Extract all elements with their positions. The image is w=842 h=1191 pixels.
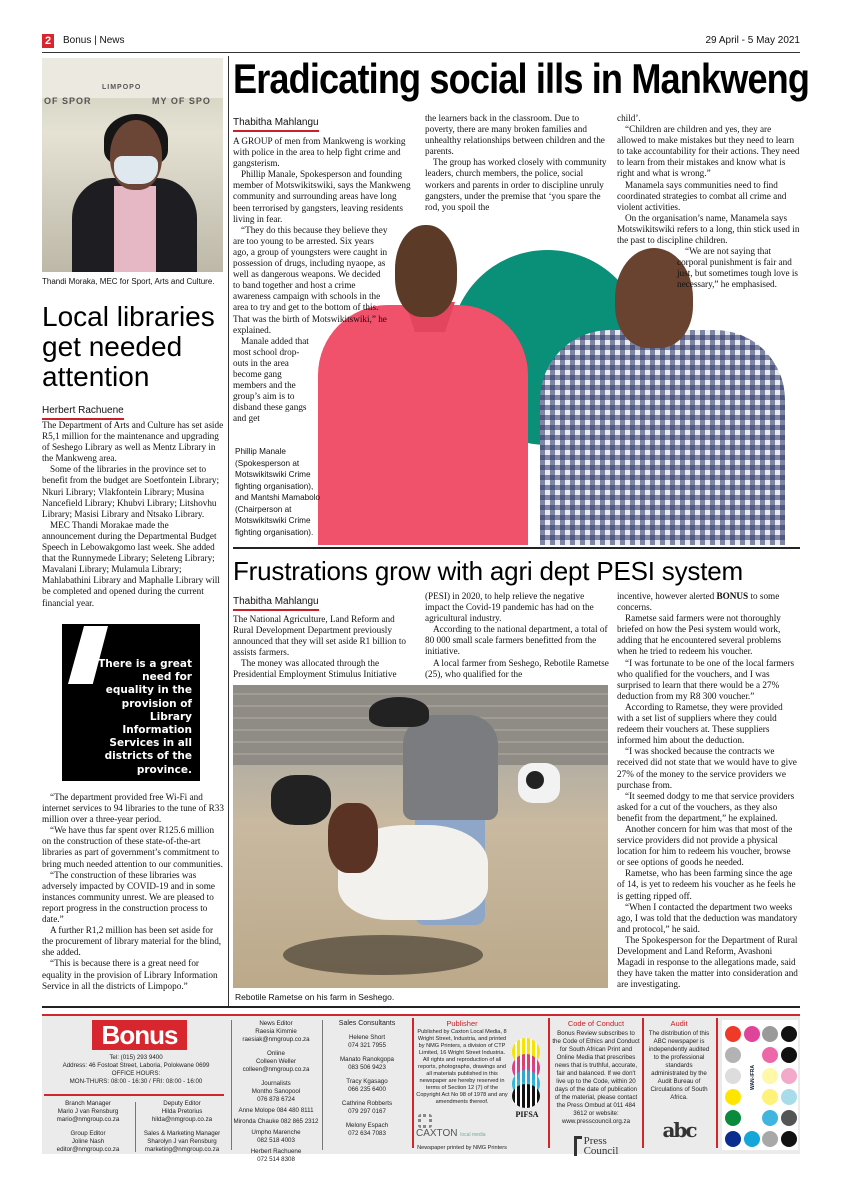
sales-name: Helene Short [348, 1034, 386, 1041]
audit-block [646, 1020, 712, 1140]
color-swatch [781, 1068, 797, 1084]
color-swatch [744, 1131, 760, 1147]
sales-phone: 066 235 6400 [348, 1086, 386, 1093]
paragraph: The Department of Arts and Culture has set aside R5,1 million for the maintenance and upgrading of Seshego Library as well as Mentz Library in the Mankweng area. [42, 420, 224, 464]
sales-name: Melony Espach [345, 1122, 389, 1129]
photo-goat-head [328, 803, 378, 873]
sales-phone: 083 506 9423 [348, 1064, 386, 1071]
face-mask [114, 156, 158, 184]
paragraph: “This is because there is a great need for equality in the provision of Library Information Service in all the districts of Limpopo.” [42, 958, 218, 991]
audit-title: Audit [670, 1019, 688, 1028]
lead-text: incentive, however alerted [617, 591, 717, 601]
footer-red-divider [412, 1018, 414, 1148]
libraries-byline-wrap [42, 400, 124, 420]
footer-red-divider [716, 1018, 718, 1148]
paragraph: A GROUP of men from Mankweng is working with police in the area to help fight crime and gangsterism. [233, 136, 406, 169]
mankweng-col1 [233, 136, 416, 424]
sales-phone: 079 297 0167 [348, 1108, 386, 1115]
pesi-col2 [425, 591, 610, 680]
office-hours-label: OFFICE HOURS: [111, 1070, 161, 1077]
staff-name: Sharolyn J van Rensburg [147, 1138, 217, 1145]
paragraph: According to the national department, a total of 80 000 small scale farmers benefitted from the initiative. [425, 624, 608, 657]
staff-left [42, 1100, 134, 1154]
code-of-conduct [552, 1020, 640, 1156]
staff-phone: 076 878 6724 [257, 1096, 295, 1103]
paragraph: Manale added that most school drop-outs in the area become gang members and the group’s aim is to disband these gangs and get [233, 335, 309, 424]
journalist: Umpho Marenche [251, 1129, 301, 1136]
publisher-title: Publisher [446, 1019, 478, 1028]
journalist: Mironda Chauke 082 865 2312 [233, 1118, 319, 1125]
mankweng-col3 [617, 113, 800, 291]
office-hours: MON-THURS: 08:00 - 16:30 / FRI: 08:00 - 16:00 [69, 1078, 203, 1085]
paragraph: Manamela says communities need to find coordinated strategies to combat all crime and violent activities. [617, 179, 787, 212]
staff-email[interactable]: mario@nmgroup.co.za [56, 1116, 120, 1123]
staff-email[interactable]: editor@nmgroup.co.za [56, 1146, 120, 1153]
color-swatch [725, 1047, 741, 1063]
pesi-headline: Frustrations grow with agri dept PESI system [233, 556, 743, 586]
staff-email[interactable]: colleen@nmgroup.co.za [242, 1066, 310, 1073]
photo-banner [42, 58, 223, 106]
pifsa-text: PIFSA [515, 1110, 539, 1119]
paragraph: “It seemed dodgy to me that service providers asked for a cut of the vouchers, as they also benefit from the department,” he explained. [617, 790, 795, 823]
staff-role: News Editor [259, 1020, 293, 1027]
staff-name: Mario J van Rensburg [57, 1108, 119, 1115]
paragraph: Rametse said farmers were not thoroughly briefed on how the Pesi system would work, adding that he encountered several problems when he tried to redeem his voucher. [617, 613, 782, 657]
color-swatch [744, 1089, 760, 1105]
footer-red-divider [548, 1018, 550, 1148]
caxton-logo [416, 1114, 508, 1128]
color-swatch [781, 1089, 797, 1105]
section-label: Bonus | News [63, 35, 125, 46]
photo-spotted-goat [518, 763, 560, 803]
paragraph: child’. [617, 113, 641, 123]
paragraph: Phillip Manale, Spokesperson and founding member of Motswikitswiki, says the Mankweng community and surrounding areas have long been terrorised by gangsters, leaving residents living in fear. [233, 169, 411, 224]
pesi-byline-wrap [233, 591, 319, 611]
staff-name: Raesia Kimmie [255, 1028, 297, 1035]
paragraph: (PESI) in 2020, to help relieve the negative impact the Covid-19 pandemic has had on the agricultural industry. [425, 591, 594, 624]
abc-logo: abc [662, 1118, 696, 1142]
press-council-text-2: Council [583, 1145, 619, 1157]
address: Address: 46 Fostoat Street, Laboria, Polokwane 0699 [62, 1062, 210, 1069]
staff-email[interactable]: raesiak@nmgroup.co.za [242, 1036, 310, 1043]
telephone: Tel: (015) 293 9400 [109, 1054, 163, 1061]
publisher-text: Published by Caxton Local Media, 8 Wright Street, Industria, and printed by NMG Printers, a division of CTP Limited, 16 Wright Street Industria. All rights and reproduction of all reports, photographs, drawings and all materials published in this newspaper are hereby reserved in terms of Section 12 (7) of the Copyright Act No 98 of 1978 and any amendments thereof. [416, 1029, 508, 1105]
mankweng-headline: Eradicating social ills in Mankweng [233, 55, 810, 102]
mec-photo [42, 58, 223, 272]
color-swatch [762, 1131, 778, 1147]
caxton-icon [418, 1114, 432, 1128]
paragraph: “The department provided free Wi-Fi and internet services to 94 libraries to the tune of R33 million over a three-year period. [42, 792, 224, 825]
color-swatch [781, 1026, 797, 1042]
sales-name: Cathrine Robberts [341, 1100, 393, 1107]
color-swatch [725, 1089, 741, 1105]
audit-text: The distribution of this ABC newspaper is independently audited to the professional standards administrated by the Audit Bureau of Circulations of South Africa. [648, 1030, 710, 1101]
pullquote-box [62, 624, 200, 781]
sales-phone: 074 321 7955 [348, 1042, 386, 1049]
staff-name: Hilda Pretorius [161, 1108, 203, 1115]
color-swatch [744, 1047, 760, 1063]
color-swatch [744, 1026, 760, 1042]
staff-mid [136, 1100, 228, 1154]
paragraph: “The construction of these libraries was adversely impacted by COVID-19 and in some instances community unrest. We are pleased to report progress in the construction process to date.” [42, 869, 215, 925]
paragraph: The National Agriculture, Land Reform and Rural Development Department previously announced that they will set aside R1 billion to assists farmers. [233, 614, 407, 658]
caxton-name: CAXTON [416, 1128, 458, 1139]
color-swatch [725, 1068, 741, 1084]
pesi-byline: Thabitha Mahlangu [233, 596, 319, 611]
printed-by: Newspaper printed by NMG Printers [417, 1145, 507, 1151]
libraries-body-top [42, 420, 224, 609]
color-calibration-swatches [722, 1020, 798, 1150]
banner-text-right: MY OF SPO [152, 96, 211, 106]
pesi-col1 [233, 614, 416, 681]
masthead-footer [42, 1014, 800, 1163]
paragraph: Rametse, who has been farming since the age of 14, is yet to redeem his voucher as he feels he is getting ripped off. [617, 868, 796, 901]
mec-photo-caption: Thandi Moraka, MEC for Sport, Arts and Culture. [42, 277, 215, 286]
staff-role: Deputy Editor [163, 1100, 201, 1107]
sales-consultants [323, 1020, 411, 1138]
color-swatch [762, 1068, 778, 1084]
code-text: Bonus Review subscribes to the Code of Ethics and Conduct for South African Print and Online Media that prescribes news that is truthful, accurate, fair and balanced. If we don't live up to the Code, within 20 days of the date of publication of the material, please contact the Press Ombud at 011 484 3612 or website: www.presscouncil.org.za [552, 1030, 640, 1125]
paragraph: The money was allocated through the Presidential Employment Stimulus Initiative [233, 658, 397, 680]
banner-text-left: OF SPOR [44, 96, 92, 106]
libraries-body-bottom [42, 792, 224, 992]
farm-photo-caption: Rebotile Rametse on his farm in Seshego. [235, 992, 395, 1002]
person-blouse [114, 186, 156, 272]
team-photo-caption: Phillip Manale (Spokesperson at Motswikitswiki Crime fighting organisation), and Mantshi Mamabolo (Chairperson at Motswikitswiki Crime fighting organisation). [235, 447, 321, 537]
staff-role: Sales & Marketing Manager [143, 1130, 221, 1137]
paragraph: On the organisation’s name, Manamela says Motswikitswiki refers to a long, thin stick used in the past to discipline children. [617, 212, 800, 246]
banner-text-top: LIMPOPO [102, 84, 142, 91]
journalist-phone: 082 518 4003 [257, 1137, 295, 1144]
mankweng-byline: Thabitha Mahlangu [233, 117, 319, 132]
paragraph: “We are not saying that corporal punishment is fair and just, but sometimes tough love is necessary,” he emphasised. [677, 246, 798, 290]
pesi-col3 [617, 591, 800, 990]
staff-name: Montho Sanopool [251, 1088, 301, 1095]
paragraph: MEC Thandi Morakae made the announcement during the Departmental Budget Speech in Lebowakgomo last week. She added that the Runnymede Library; Seleteng Library; Mavalani Library; Mulamula Library; Mahlabathini Library and Maphalle Library will be completed and opened during the current financial year. [42, 519, 220, 608]
header-divider [42, 52, 800, 53]
code-title: Code of Conduct [567, 1019, 625, 1028]
paragraph: “I was fortunate to be one of the local farmers who qualified for the vouchers, and I was surprised to learn that there would be a 27% deduction from my R8 300 voucher.” [617, 657, 795, 701]
staff-email[interactable]: hilda@nmgroup.co.za [151, 1116, 213, 1123]
mankweng-byline-wrap [233, 112, 319, 132]
color-swatch [781, 1047, 797, 1063]
staff-role: Online [267, 1050, 285, 1057]
color-swatch [762, 1089, 778, 1105]
color-swatch [781, 1110, 797, 1126]
sales-name: Manato Ranokgopa [339, 1056, 394, 1063]
footer-red-divider [642, 1018, 644, 1148]
mankweng-col2 [425, 113, 610, 213]
caxton-wordmark [416, 1128, 508, 1141]
sales-title: Sales Consultants [338, 1020, 396, 1027]
publisher-block [416, 1020, 508, 1152]
color-swatch [762, 1026, 778, 1042]
paragraph: “They do this because they believe they are too young to be arrested. Six years ago, a group of youngsters were caught in possession of drugs, including nyaope, as well as dangerous weapons. We decided to band together and host a crime awareness campaign with schools in the area to try and get to the bottom of this. That was the birth of Motswikitswiki,” he explained. [233, 224, 388, 335]
color-swatch [725, 1026, 741, 1042]
pifsa-logo [510, 1038, 544, 1119]
color-swatch [725, 1110, 741, 1126]
article-divider [233, 547, 800, 549]
paragraph: The group has worked closely with community leaders, church members, the police, social workers and parents in order to discipline unruly gangsters, under the premise that ‘you spare the rod, you spoil the [425, 157, 607, 212]
footer-red-divider [44, 1094, 224, 1096]
issue-date: 29 April - 5 May 2021 [705, 35, 800, 46]
paragraph: According to Rametse, they were provided with a set list of suppliers where they could redeem their vouchers at. These suppliers informed him about the deduction. [617, 701, 783, 746]
journalist: Anne Molope 084 480 8111 [238, 1107, 314, 1114]
libraries-headline: Local libraries get needed attention [42, 301, 215, 392]
press-council-logo [552, 1136, 640, 1156]
paragraph: “Children are children and yes, they are allowed to make mistakes but they need to learn to take accountability for their actions. They need to learn from their mistakes and know what is right and what is wrong.” [617, 124, 800, 179]
farm-photo [233, 685, 608, 988]
photo-farmer-shirt [403, 715, 498, 820]
press-council-text-1: Press [583, 1135, 607, 1147]
color-swatch [781, 1131, 797, 1147]
swatch-label: WAN-IFRA [750, 1065, 756, 1090]
staff-role: Journalists [261, 1080, 291, 1087]
staff-news [232, 1020, 320, 1164]
contact-block [42, 1054, 230, 1086]
color-swatch [744, 1110, 760, 1126]
paragraph [617, 591, 800, 613]
journalist: Herbert Rachuene [250, 1148, 302, 1155]
staff-role: Group Editor [70, 1130, 106, 1137]
color-swatch [762, 1047, 778, 1063]
photo-shadow [283, 935, 483, 975]
paragraph: A further R1,2 million has been set aside for the procurement of library material for the blind, she added. [42, 925, 222, 958]
color-swatch [762, 1110, 778, 1126]
photo-black-goat [271, 775, 331, 825]
staff-role: Branch Manager [65, 1100, 111, 1107]
staff-email[interactable]: marketing@nmgroup.co.za [144, 1146, 220, 1153]
color-swatch [725, 1131, 741, 1147]
paragraph: Another concern for him was that most of the service providers did not provide a physical location for him to redeem his voucher, browse or see options of goods he needed. [617, 823, 793, 868]
sales-phone: 072 634 7083 [348, 1130, 386, 1137]
bonus-logo: Bonus [92, 1020, 187, 1050]
lead-text-end: to some concerns. [617, 591, 780, 613]
paragraph: the learners back in the classroom. Due to poverty, there are many broken families and unhealthy relationships between children and the parents. [425, 113, 605, 157]
paragraph: “When I contacted the department two weeks ago, I was told that the deduction was mandatory and protocol,” he said. [617, 901, 798, 934]
publication-name: BONUS [716, 591, 749, 601]
photo-farmer-hat [369, 697, 429, 727]
column-divider [228, 56, 229, 1006]
pullquote-text: There is a great need for equality in the provision of Library Information Services in all districts of the province. [98, 658, 192, 776]
paragraph: “We have thus far spent over R125.6 million on the construction of these state-of-the-art libraries as part of government’s commitment to bring much needed attention to our communities. [42, 825, 223, 869]
footer-top-rule [42, 1006, 800, 1008]
photo-man-checked-shirt [540, 330, 785, 545]
journalist-phone: 072 514 8308 [257, 1156, 295, 1163]
sales-name: Tracy Kgasago [346, 1078, 388, 1085]
paragraph: The Spokesperson for the Department of Rural Development and Land Reform, Avashoni Magadi in response to the allegations made, said they have taken the matter into consideration and are investigating. [617, 934, 798, 990]
paragraph: A local farmer from Seshego, Rebotile Rametse (25), who qualified for the [425, 657, 609, 679]
page-number: 2 [42, 34, 54, 48]
paragraph: Some of the libraries in the province set to benefit from the budget are Soetfontein Library; Nkuri Library; Vlakfontein Library; Musina Nancefield Library; Khubvi Library; Litshovhu Library; Masisi Library and Ntsako Library. [42, 464, 220, 519]
staff-name: Colleen Weller [255, 1058, 297, 1065]
caxton-sub: local media [460, 1132, 486, 1138]
staff-name: Joline Nash [71, 1138, 105, 1145]
libraries-byline: Herbert Rachuene [42, 405, 124, 420]
press-council-icon [574, 1136, 582, 1156]
paragraph: “I was shocked because the contracts we received did not state that we would have to give 27% of the money to the service providers we purchase from. [617, 746, 797, 790]
